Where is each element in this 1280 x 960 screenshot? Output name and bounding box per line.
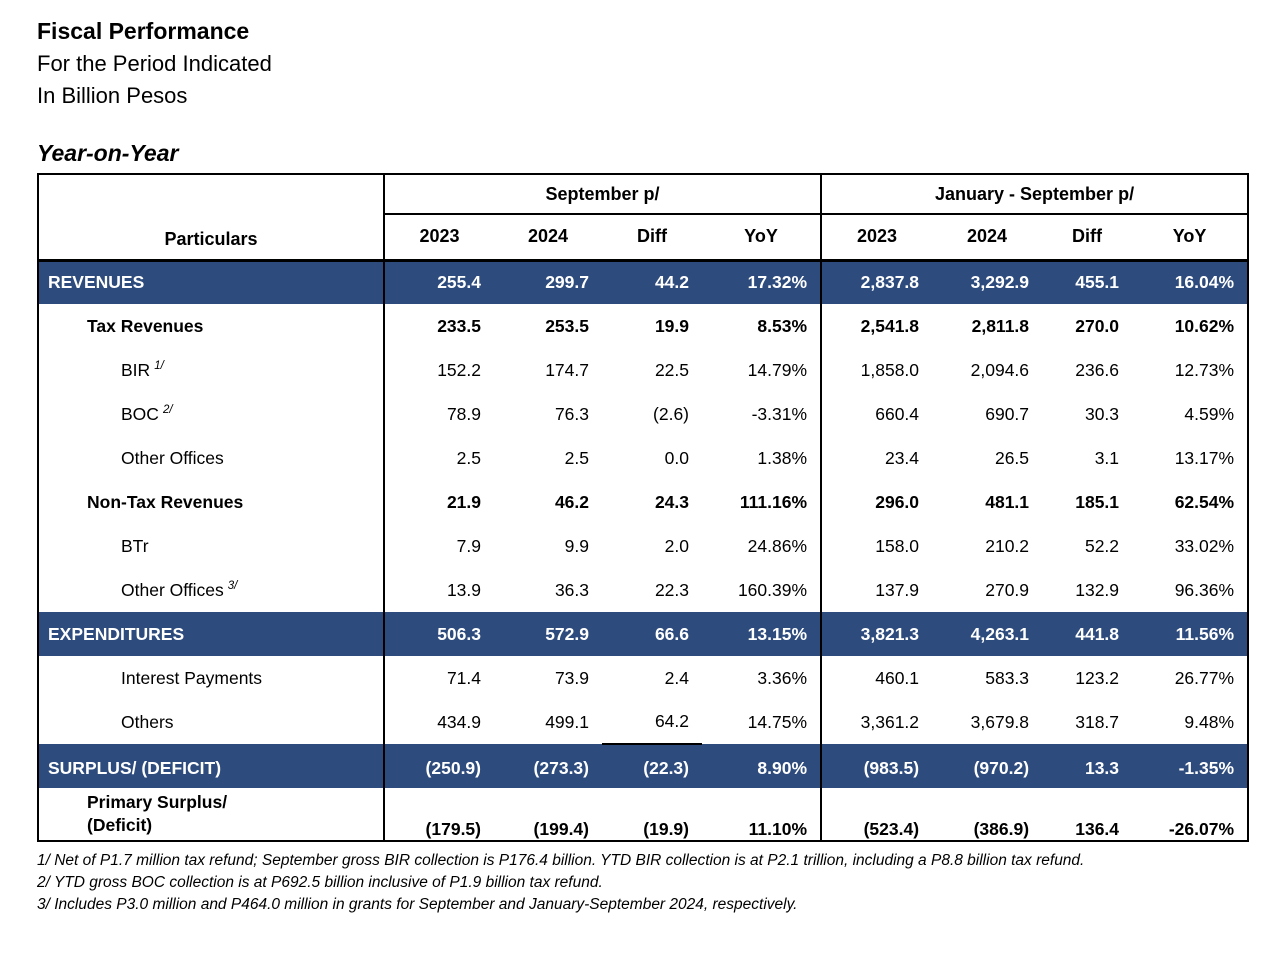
- cell-value: 64.2: [602, 700, 702, 744]
- cell-value: 210.2: [985, 535, 1030, 556]
- table-row-others: [38, 700, 1248, 744]
- cell-value: 255.4: [384, 260, 494, 304]
- cell-value: 2.5: [384, 436, 494, 480]
- footnote-3: 3/ Includes P3.0 million and P464.0 million in grants for September and January-September 2024, respectively.: [37, 896, 798, 913]
- cell-value: 24.3: [654, 491, 689, 512]
- row-label: Other Offices: [121, 447, 224, 468]
- cell-value: 4.59%: [1184, 403, 1235, 424]
- footnotes: [37, 850, 1248, 916]
- cell-value: 158.0: [821, 524, 932, 568]
- cell-value: 233.5: [384, 304, 494, 348]
- title-block: [37, 15, 1248, 112]
- table-row-tax-revenues: [38, 304, 1248, 348]
- cell-value: 26.5: [994, 447, 1030, 468]
- cell-value: (983.5): [821, 744, 932, 788]
- cell-value: 44.2: [602, 260, 702, 304]
- cell-value: 2.5: [564, 447, 589, 468]
- cell-value: 3,361.2: [821, 700, 932, 744]
- cell-value: 13.15%: [702, 612, 821, 656]
- col-header-2023-september: 2023: [384, 214, 494, 260]
- cell-value: 111.16%: [739, 491, 808, 512]
- report-subtitle-unit: In Billion Pesos: [37, 83, 188, 108]
- cell-value: 12.73%: [1174, 359, 1235, 380]
- cell-value: 7.9: [384, 524, 494, 568]
- cell-value: 2,811.8: [971, 315, 1030, 336]
- cell-value: 71.4: [384, 656, 494, 700]
- cell-value: 3,679.8: [970, 711, 1030, 732]
- col-header-2024-january-september: 2024: [932, 214, 1042, 260]
- cell-value: 460.1: [821, 656, 932, 700]
- cell-value: 14.79%: [747, 359, 808, 380]
- cell-value: 46.2: [554, 491, 589, 512]
- cell-value: 296.0: [821, 480, 932, 524]
- cell-value: 23.4: [821, 436, 932, 480]
- cell-value: -26.07%: [1168, 819, 1235, 839]
- cell-value: 174.7: [545, 359, 589, 380]
- cell-value: (970.2): [932, 744, 1042, 788]
- fiscal-performance-table: [37, 173, 1249, 842]
- cell-value: 78.9: [384, 392, 494, 436]
- footnote-1: 1/ Net of P1.7 million tax refund; September gross BIR collection is P176.4 billion. YTD BIR collection is at P2.1 trillion, including a P8.8 billion tax refund.: [37, 852, 1085, 869]
- cell-value: 253.5: [545, 315, 589, 336]
- cell-value: 9.48%: [1184, 711, 1235, 732]
- cell-value: 17.32%: [702, 260, 821, 304]
- row-label: SURPLUS/ (DEFICIT): [38, 744, 384, 788]
- cell-value: 36.3: [554, 579, 589, 600]
- table-row-boc: [38, 392, 1248, 436]
- table-row-bir: [38, 348, 1248, 392]
- cell-value: 583.3: [985, 667, 1030, 688]
- footnote-2: 2/ YTD gross BOC collection is at P692.5 billion inclusive of P1.9 billion tax refund.: [37, 874, 603, 891]
- report-subtitle-period: For the Period Indicated: [37, 51, 272, 76]
- cell-value: 10.62%: [1174, 315, 1235, 336]
- cell-value: 52.2: [1084, 535, 1120, 556]
- col-header-2024-september: 2024: [494, 214, 602, 260]
- cell-value: -1.35%: [1132, 744, 1248, 788]
- cell-value: 14.75%: [747, 711, 808, 732]
- col-header-2023-january-september: 2023: [821, 214, 932, 260]
- cell-value: 499.1: [545, 711, 589, 732]
- row-label: EXPENDITURES: [38, 612, 384, 656]
- row-label: BTr: [121, 535, 149, 556]
- col-header-yoy-september: YoY: [702, 214, 821, 260]
- cell-value: 3,821.3: [821, 612, 932, 656]
- table-row-interest-payments: [38, 656, 1248, 700]
- footnote-marker: 2/: [162, 403, 173, 416]
- section-label-year-on-year: Year-on-Year: [37, 140, 179, 166]
- cell-value: (22.3): [602, 744, 702, 788]
- cell-value: 236.6: [1075, 359, 1120, 380]
- cell-value: (523.4): [821, 788, 932, 841]
- cell-value: 2,837.8: [821, 260, 932, 304]
- col-header-diff-january-september: Diff: [1042, 214, 1132, 260]
- cell-value: 3,292.9: [932, 260, 1042, 304]
- cell-value: 11.10%: [748, 819, 808, 839]
- report-page: [37, 15, 1248, 916]
- table-row-revenues: [38, 260, 1248, 304]
- table-row-surplus-deficit: [38, 744, 1248, 788]
- cell-value: 572.9: [494, 612, 602, 656]
- cell-value: 2.4: [664, 667, 689, 688]
- row-label: Others: [121, 711, 174, 732]
- cell-value: 30.3: [1084, 403, 1120, 424]
- cell-value: 152.2: [384, 348, 494, 392]
- cell-value: 2.0: [664, 535, 689, 556]
- cell-value: (2.6): [653, 403, 689, 424]
- cell-value: 481.1: [985, 491, 1030, 512]
- cell-value: -3.31%: [751, 403, 808, 424]
- cell-value: 185.1: [1075, 491, 1120, 512]
- table-row-expenditures: [38, 612, 1248, 656]
- cell-value: 8.90%: [702, 744, 821, 788]
- cell-value: 136.4: [1075, 819, 1120, 839]
- row-label: REVENUES: [38, 260, 384, 304]
- row-label: Other Offices $^{3/}$: [121, 579, 238, 600]
- table-row-other-offices: [38, 436, 1248, 480]
- cell-value: 33.02%: [1174, 535, 1235, 556]
- cell-value: 24.86%: [747, 535, 808, 556]
- cell-value: 1.38%: [757, 447, 808, 468]
- cell-value: 160.39%: [737, 579, 808, 600]
- cell-value: 660.4: [821, 392, 932, 436]
- cell-value: 0.0: [664, 447, 689, 468]
- cell-value: 270.9: [985, 579, 1030, 600]
- footnote-marker: 1/: [154, 359, 164, 372]
- cell-value: 66.6: [602, 612, 702, 656]
- row-label-line2: (Deficit): [87, 815, 153, 835]
- report-title: Fiscal Performance: [37, 18, 250, 44]
- cell-value: 506.3: [384, 612, 494, 656]
- cell-value: 123.2: [1075, 667, 1120, 688]
- table-row-btr: [38, 524, 1248, 568]
- cell-value: (386.9): [973, 819, 1030, 839]
- cell-value: 318.7: [1075, 711, 1120, 732]
- cell-value: (250.9): [384, 744, 494, 788]
- cell-value: 21.9: [384, 480, 494, 524]
- col-header-yoy-january-september: YoY: [1132, 214, 1248, 260]
- cell-value: 13.3: [1042, 744, 1132, 788]
- col-group-january-september: January - September p/: [821, 174, 1248, 214]
- row-label: Tax Revenues: [87, 315, 204, 336]
- col-group-september: September p/: [384, 174, 821, 214]
- footnote-marker: 3/: [227, 579, 238, 592]
- cell-value: 3.1: [1094, 447, 1120, 468]
- row-label: Interest Payments: [121, 667, 263, 688]
- col-header-particulars: Particulars: [38, 174, 384, 260]
- cell-value: 441.8: [1042, 612, 1132, 656]
- cell-value: 299.7: [494, 260, 602, 304]
- table-row-primary-surplus: [38, 788, 1248, 841]
- cell-value: (179.5): [384, 788, 494, 841]
- cell-value: 22.3: [654, 579, 689, 600]
- cell-value: (19.9): [643, 819, 689, 839]
- cell-value: 11.56%: [1132, 612, 1248, 656]
- table-header-group-row: [38, 174, 1248, 214]
- cell-value: 9.9: [564, 535, 589, 556]
- cell-value: 76.3: [554, 403, 589, 424]
- row-label: Primary Surplus/ (Deficit): [38, 788, 384, 841]
- cell-value: 132.9: [1075, 579, 1120, 600]
- cell-value: 137.9: [821, 568, 932, 612]
- cell-value: 8.53%: [757, 315, 808, 336]
- cell-value: 16.04%: [1132, 260, 1248, 304]
- cell-value: (199.4): [533, 819, 589, 839]
- cell-value: 434.9: [384, 700, 494, 744]
- cell-value: 2,094.6: [970, 359, 1030, 380]
- row-label: BOC $^{2/}$: [121, 403, 173, 424]
- row-label: BIR $^{1/}$: [121, 359, 164, 380]
- cell-value: 270.0: [1075, 315, 1120, 336]
- cell-value: 3.36%: [757, 667, 808, 688]
- cell-value: (273.3): [494, 744, 602, 788]
- row-label: Non-Tax Revenues: [87, 491, 244, 512]
- cell-value: 22.5: [654, 359, 689, 380]
- cell-value: 26.77%: [1174, 667, 1235, 688]
- cell-value: 455.1: [1042, 260, 1132, 304]
- col-header-diff-september: Diff: [602, 214, 702, 260]
- cell-value: 13.9: [384, 568, 494, 612]
- table-row-non-tax-revenues: [38, 480, 1248, 524]
- cell-value: 1,858.0: [821, 348, 932, 392]
- cell-value: 2,541.8: [821, 304, 932, 348]
- cell-value: 690.7: [985, 403, 1030, 424]
- cell-value: 13.17%: [1174, 447, 1235, 468]
- cell-value: 62.54%: [1174, 491, 1235, 512]
- cell-value: 73.9: [554, 667, 589, 688]
- table-row-other-offices: [38, 568, 1248, 612]
- cell-value: 96.36%: [1174, 579, 1235, 600]
- cell-value: 4,263.1: [932, 612, 1042, 656]
- cell-value: 19.9: [654, 315, 689, 336]
